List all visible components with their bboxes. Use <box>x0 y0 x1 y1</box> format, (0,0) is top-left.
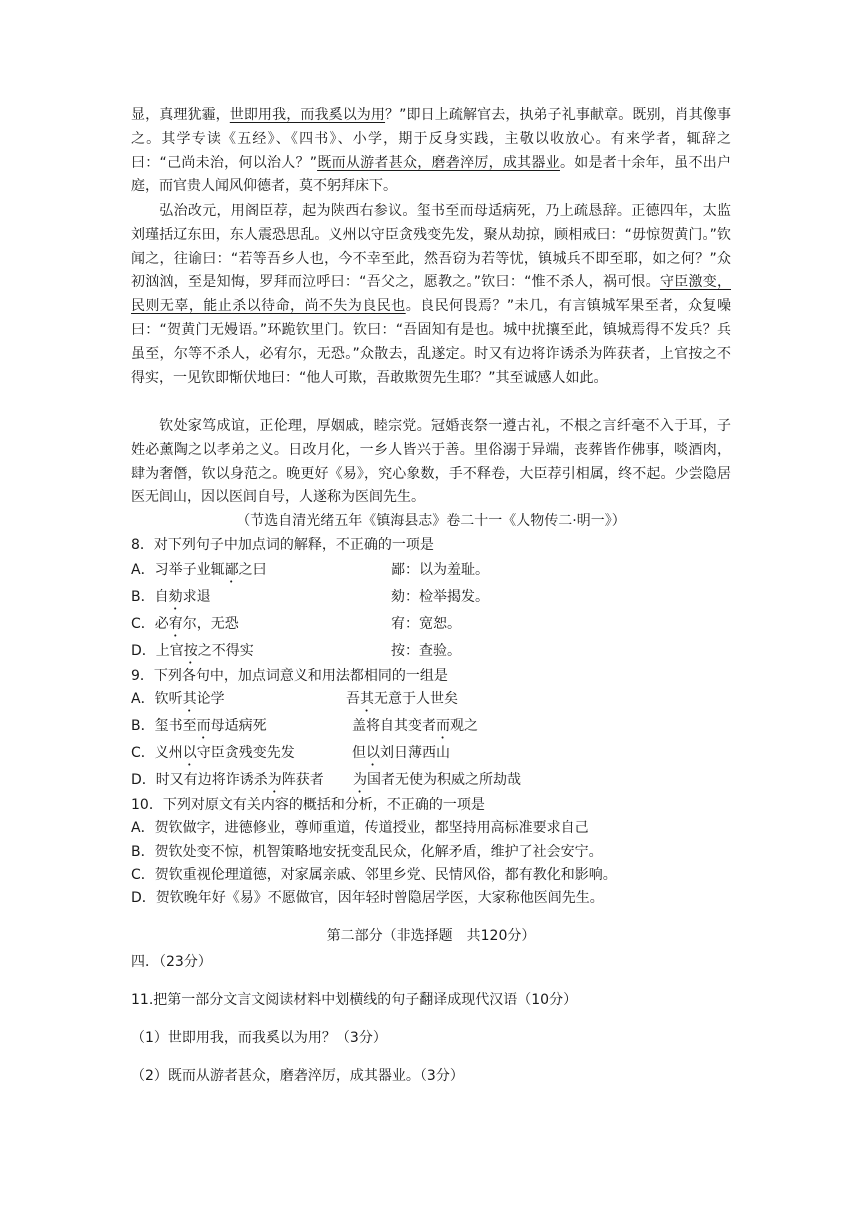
passage-paragraph-1 <box>131 104 731 199</box>
q9-option-d-pair: 为国者无使为积威之所劫哉 <box>353 772 521 788</box>
q8-option-d-gloss: 按：查验。 <box>391 643 461 659</box>
q8-option-a: A．习举子业辄鄙之曰 <box>131 562 267 578</box>
q8-option-d: D．上官按之不得实 <box>131 643 254 659</box>
q8-option-b-gloss: 劾：检举揭发。 <box>391 589 489 605</box>
q8-option-c-gloss: 宥：宽恕。 <box>391 616 461 632</box>
q9-option-b-pair: 盖将自其变者而观之 <box>352 718 478 734</box>
passage-text: 。如是者十余年，虽不出户庭，而官贵人闻风仰德者，莫不躬拜床下。 <box>131 154 731 195</box>
passage-source: （节选自清光绪五年《镇海县志》卷二十一《人物传二·明一》） <box>236 513 626 529</box>
passage-paragraph-2 <box>131 200 731 390</box>
underlined-sentence-2: 既而从游者甚众，磨砻淬厉，成其器业 <box>317 154 560 171</box>
passage-text: 显，真理犹霾， <box>131 107 230 123</box>
q10-stem: 10．下列对原文有关内容的概括和分析，不正确的一项是 <box>131 797 485 813</box>
q10-option-b: B．贺钦处变不惊，机智策略地安抚变乱民众，化解矛盾，维护了社会安宁。 <box>131 844 603 860</box>
q9-option-d: D．时又有边将诈诱杀为阵获者 <box>131 772 324 788</box>
q10-option-d: D．贺钦晚年好《易》不愿做官，因年轻时曾隐居学医，大家称他医闾先生。 <box>131 890 604 906</box>
passage-text: ？”即日上疏解官去，执弟子礼事献章。既别，肖其像事之。其学专读《五经》、《四书》、小学，期于反身实践，主敬以收放心。有来学者，辄辞之曰：“己尚未治，何以治人？” <box>131 107 732 171</box>
passage-text: 。良民何畏焉？”未几，有言镇城军果至者，众复噪曰：“贺黄门无嫚语。”环跪钦里门。钦曰：“吾固知有是也。城中扰攘至此，镇城焉得不发兵？兵虽至，尔等不杀人，必宥尔，无恐。”众散去，乱遂定。时又有边将诈诱杀为阵获者，上官按之不得实，一见钦即惭伏地曰：“他人可欺，吾敢欺贺先生耶？”其至诚感人如此。 <box>131 298 731 386</box>
q10-option-a: A．贺钦做字，进德修业，尊师重道，传道授业，都坚持用高标准要求自己 <box>131 820 589 836</box>
q9-stem: 9．下列各句中，加点词意义和用法都相同的一组是 <box>131 668 448 684</box>
q10-option-c: C．贺钦重视伦理道德，对家属亲戚、邻里乡党、民情风俗，都有教化和影响。 <box>131 867 617 883</box>
q9-option-c-pair: 但以刘日薄西山 <box>352 745 450 761</box>
q9-option-b: B．玺书至而母适病死 <box>131 718 267 734</box>
q9-option-a: A．钦听其论学 <box>131 691 225 707</box>
passage-text: 钦处家笃成谊，正伦理，厚姻戚，睦宗党。冠婚丧祭一遵古礼，不根之言纤毫不入于耳，子姓必薰陶之以孝弟之义。日改月化，一乡人皆兴于善。里俗溺于异端，丧葬皆作佛事，啖酒肉，肆为奢僭，钦以身范之。晚更好《易》，究心象数，手不释卷，大臣荐引相属，终不起。少尝隐居医无闾山，因以医闾自号，人遂称为医闾先生。 <box>131 418 731 506</box>
q11-stem: 11.把第一部分文言文阅读材料中划横线的句子翻译成现代汉语（10分） <box>131 992 578 1008</box>
q8-option-a-gloss: 鄙：以为羞耻。 <box>391 562 489 578</box>
passage-paragraph-3 <box>131 415 731 510</box>
section-heading: 四．（23分） <box>131 954 212 970</box>
passage-text: 弘治改元，用阁臣荐，起为陕西右参议。玺书至而母适病死，乃上疏恳辞。正德四年，太监刘瑾括辽东田，东人震恐思乱。义州以守臣贪残变先发，聚从劫掠，顾相戒曰：“毋惊贺黄门。”钦闻之，往谕曰：“若等吾乡人也，今不幸至此，然吾窃为若等忧，镇城兵不即至耶，如之何？”众初汹汹，至是知悔，罗拜而泣呼曰：“吾父之，愿教之。”钦曰：“惟不杀人，祸可恨。 <box>131 203 731 291</box>
q8-option-b: B．自劾求退 <box>131 589 211 605</box>
q8-stem: 8．对下列句子中加点词的解释，不正确的一项是 <box>131 537 434 553</box>
q8-option-c: C．必宥尔，无恐 <box>131 616 239 632</box>
part2-title: 第二部分（非选择题 共120分） <box>326 928 536 944</box>
q9-option-c: C．义州以守臣贪残变先发 <box>131 745 295 761</box>
underlined-sentence-1: 世即用我，而我奚以为用 <box>229 107 386 123</box>
q9-option-a-pair: 吾其无意于人世矣 <box>346 691 458 707</box>
q11-sub-2: （2）既而从游者甚众，磨砻淬厉，成其器业。（3分） <box>131 1068 464 1084</box>
underlined-sentence-3: 守臣激变，民则无辜，能止杀以待命，尚不失为良民也 <box>131 274 731 315</box>
q11-sub-1: （1）世即用我，而我奚以为用？（3分） <box>131 1030 387 1046</box>
